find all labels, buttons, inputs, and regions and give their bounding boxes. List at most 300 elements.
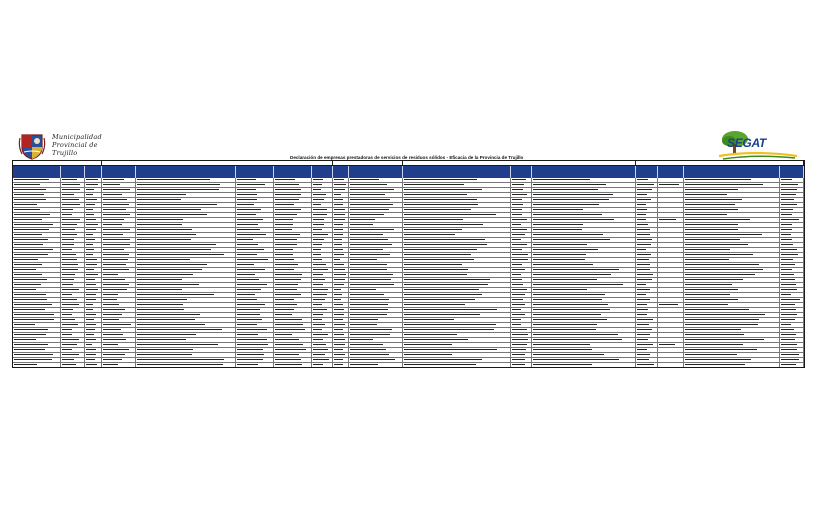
cell-text-mark [275, 254, 293, 256]
cell-text-mark [137, 329, 222, 331]
cell-text-mark [137, 289, 182, 291]
cell-text-mark [350, 209, 389, 211]
cell-text-mark [313, 249, 321, 251]
cell-text-mark [512, 304, 525, 306]
cell-text-mark [637, 209, 647, 211]
cell-text-mark [237, 269, 265, 271]
municipality-line-1: Municipalidad [52, 133, 102, 141]
cell-text-mark [637, 264, 650, 266]
cell-text-mark [350, 269, 387, 271]
cell-text-mark [275, 239, 297, 241]
cell-text-mark [334, 299, 341, 301]
table-cell [804, 263, 805, 268]
cell-text-mark [14, 199, 46, 201]
cell-text-mark [137, 339, 186, 341]
cell-text-mark [404, 284, 488, 286]
cell-text-mark [781, 204, 797, 206]
cell-text-mark [14, 239, 48, 241]
cell-text-mark [334, 349, 343, 351]
cell-text-mark [86, 224, 98, 226]
cell-text-mark [313, 284, 323, 286]
column-header[interactable] [532, 166, 636, 178]
cell-text-mark [14, 334, 46, 336]
cell-text-mark [334, 209, 345, 211]
table-cell [13, 363, 61, 368]
column-header[interactable] [636, 166, 658, 178]
cell-text-mark [86, 314, 96, 316]
cell-text-mark [62, 179, 77, 181]
cell-text-mark [404, 224, 483, 226]
cell-text-mark [103, 279, 125, 281]
cell-text-mark [685, 284, 732, 286]
cell-text-mark [512, 299, 523, 301]
cell-text-mark [137, 359, 224, 361]
cell-text-mark [404, 274, 467, 276]
cell-text-mark [62, 329, 72, 331]
column-header[interactable] [780, 166, 804, 178]
cell-text-mark [512, 184, 524, 186]
cell-text-mark [781, 179, 792, 181]
cell-text-mark [14, 264, 42, 266]
column-header[interactable] [312, 166, 333, 178]
cell-text-mark [685, 214, 727, 216]
table-cell [102, 363, 136, 368]
cell-text-mark [512, 274, 521, 276]
cell-text-mark [781, 214, 792, 216]
table-cell [804, 198, 805, 203]
cell-text-mark [62, 229, 75, 231]
cell-text-mark [137, 224, 182, 226]
cell-text-mark [62, 309, 73, 311]
cell-text-mark [533, 354, 604, 356]
table-cell [804, 333, 805, 338]
cell-text-mark [62, 189, 80, 191]
cell-text-mark [512, 214, 522, 216]
cell-text-mark [350, 314, 387, 316]
cell-text-mark [637, 279, 652, 281]
cell-text-mark [137, 219, 183, 221]
column-header[interactable] [658, 166, 684, 178]
table-cell [804, 238, 805, 243]
cell-text-mark [350, 239, 388, 241]
cell-text-mark [781, 279, 795, 281]
cell-text-mark [103, 229, 130, 231]
table-cell [804, 178, 805, 183]
cell-text-mark [350, 194, 385, 196]
cell-text-mark [350, 184, 387, 186]
cell-text-mark [404, 259, 474, 261]
cell-text-mark [86, 349, 96, 351]
cell-text-mark [512, 284, 523, 286]
cell-text-mark [781, 304, 795, 306]
table-header-row [13, 166, 804, 178]
cell-text-mark [685, 274, 755, 276]
column-header[interactable] [61, 166, 85, 178]
cell-text-mark [512, 314, 525, 316]
cell-text-mark [237, 244, 258, 246]
cell-text-mark [404, 329, 494, 331]
cell-text-mark [137, 179, 210, 181]
cell-text-mark [404, 294, 482, 296]
cell-text-mark [137, 229, 192, 231]
cell-text-mark [275, 364, 302, 366]
cell-text-mark [334, 284, 344, 286]
cell-text-mark [334, 354, 345, 356]
cell-text-mark [137, 304, 183, 306]
cell-text-mark [62, 334, 72, 336]
cell-text-mark [137, 234, 196, 236]
column-header[interactable] [804, 166, 805, 178]
cell-text-mark [685, 224, 738, 226]
column-header[interactable] [102, 166, 136, 178]
cell-text-mark [659, 219, 676, 221]
cell-text-mark [86, 289, 98, 291]
cell-text-mark [334, 339, 345, 341]
cell-text-mark [14, 309, 45, 311]
cell-text-mark [637, 324, 649, 326]
column-header[interactable] [85, 166, 102, 178]
cell-text-mark [103, 324, 131, 326]
cell-text-mark [685, 264, 759, 266]
municipality-line-2: Provincial de [52, 141, 98, 149]
cell-text-mark [275, 244, 297, 246]
cell-text-mark [275, 189, 301, 191]
cell-text-mark [404, 324, 496, 326]
cell-text-mark [237, 329, 267, 331]
cell-text-mark [637, 199, 651, 201]
cell-text-mark [334, 289, 341, 291]
cell-text-mark [62, 284, 73, 286]
cell-text-mark [512, 244, 527, 246]
cell-text-mark [62, 354, 79, 356]
cell-text-mark [404, 349, 497, 351]
cell-text-mark [14, 194, 44, 196]
cell-text-mark [313, 289, 328, 291]
cell-text-mark [685, 324, 758, 326]
cell-text-mark [14, 354, 53, 356]
cell-text-mark [334, 309, 344, 311]
cell-text-mark [781, 344, 797, 346]
cell-text-mark [14, 254, 48, 256]
cell-text-mark [781, 194, 796, 196]
cell-text-mark [86, 204, 95, 206]
cell-text-mark [103, 199, 127, 201]
cell-text-mark [404, 364, 476, 366]
cell-text-mark [237, 354, 264, 356]
cell-text-mark [103, 254, 129, 256]
cell-text-mark [313, 324, 325, 326]
cell-text-mark [14, 224, 53, 226]
cell-text-mark [14, 314, 54, 316]
cell-text-mark [350, 249, 383, 251]
cell-text-mark [137, 244, 216, 246]
cell-text-mark [350, 304, 388, 306]
cell-text-mark [334, 234, 343, 236]
cell-text-mark [14, 219, 42, 221]
cell-text-mark [781, 254, 798, 256]
cell-text-mark [685, 294, 730, 296]
cell-text-mark [14, 184, 40, 186]
cell-text-mark [103, 234, 123, 236]
cell-text-mark [86, 269, 94, 271]
cell-text-mark [103, 304, 119, 306]
cell-text-mark [86, 299, 96, 301]
cell-text-mark [334, 204, 343, 206]
cell-text-mark [533, 224, 583, 226]
cell-text-mark [86, 334, 94, 336]
cell-text-mark [533, 329, 596, 331]
cell-text-mark [103, 344, 118, 346]
cell-text-mark [275, 214, 297, 216]
cell-text-mark [86, 274, 98, 276]
cell-text-mark [137, 314, 200, 316]
cell-text-mark [62, 289, 79, 291]
table-cell [804, 348, 805, 353]
cell-text-mark [14, 269, 36, 271]
cell-text-mark [14, 319, 54, 321]
cell-text-mark [533, 179, 590, 181]
cell-text-mark [350, 284, 394, 286]
table-cell [511, 363, 532, 368]
cell-text-mark [512, 279, 522, 281]
column-header[interactable] [333, 166, 349, 178]
cell-text-mark [533, 274, 611, 276]
cell-text-mark [685, 244, 748, 246]
cell-text-mark [237, 334, 258, 336]
cell-text-mark [137, 279, 182, 281]
municipality-line-3: Trujillo [52, 149, 78, 157]
cell-text-mark [313, 179, 323, 181]
cell-text-mark [334, 269, 345, 271]
cell-text-mark [781, 224, 792, 226]
cell-text-mark [275, 309, 294, 311]
cell-text-mark [334, 214, 345, 216]
cell-text-mark [334, 179, 344, 181]
cell-text-mark [62, 194, 74, 196]
column-header[interactable] [236, 166, 274, 178]
cell-text-mark [404, 269, 468, 271]
cell-text-mark [334, 194, 341, 196]
cell-text-mark [781, 209, 793, 211]
cell-text-mark [781, 219, 799, 221]
cell-text-mark [237, 319, 262, 321]
cell-text-mark [313, 269, 328, 271]
segat-logo [715, 130, 800, 160]
cell-text-mark [14, 284, 41, 286]
cell-text-mark [237, 299, 257, 301]
cell-text-mark [86, 189, 94, 191]
cell-text-mark [237, 294, 255, 296]
cell-text-mark [512, 179, 526, 181]
cell-text-mark [14, 329, 48, 331]
cell-text-mark [533, 319, 607, 321]
cell-text-mark [137, 269, 202, 271]
table-cell [136, 363, 236, 368]
cell-text-mark [334, 279, 345, 281]
cell-text-mark [637, 329, 652, 331]
cell-text-mark [685, 259, 729, 261]
table-cell [312, 363, 333, 368]
column-header[interactable] [349, 166, 403, 178]
table-cell [804, 303, 805, 308]
cell-text-mark [533, 364, 592, 366]
cell-text-mark [781, 309, 796, 311]
data-table [12, 160, 805, 368]
cell-text-mark [62, 224, 77, 226]
cell-text-mark [334, 224, 343, 226]
cell-text-mark [350, 329, 392, 331]
cell-text-mark [14, 364, 37, 366]
table-cell [804, 363, 805, 368]
cell-text-mark [275, 354, 299, 356]
cell-text-mark [350, 274, 393, 276]
cell-text-mark [137, 354, 192, 356]
cell-text-mark [334, 329, 343, 331]
table-cell [780, 363, 804, 368]
cell-text-mark [275, 219, 293, 221]
cell-text-mark [350, 289, 376, 291]
cell-text-mark [86, 254, 93, 256]
cell-text-mark [103, 319, 119, 321]
table-cell [804, 233, 805, 238]
cell-text-mark [533, 219, 614, 221]
cell-text-mark [334, 239, 342, 241]
cell-text-mark [103, 339, 126, 341]
cell-text-mark [334, 334, 344, 336]
cell-text-mark [334, 259, 340, 261]
cell-text-mark [685, 329, 741, 331]
column-header[interactable] [136, 166, 236, 178]
cell-text-mark [404, 184, 464, 186]
cell-text-mark [685, 204, 735, 206]
cell-text-mark [533, 204, 599, 206]
cell-text-mark [781, 299, 800, 301]
cell-text-mark [404, 199, 477, 201]
cell-text-mark [86, 244, 93, 246]
cell-text-mark [237, 289, 261, 291]
table-cell [804, 288, 805, 293]
cell-text-mark [14, 279, 47, 281]
cell-text-mark [533, 334, 618, 336]
cell-text-mark [237, 239, 253, 241]
cell-text-mark [533, 229, 582, 231]
cell-text-mark [237, 229, 260, 231]
column-header[interactable] [511, 166, 532, 178]
table-cell [804, 253, 805, 258]
cell-text-mark [685, 319, 759, 321]
cell-text-mark [137, 344, 218, 346]
cell-text-mark [533, 279, 597, 281]
cell-text-mark [637, 314, 647, 316]
cell-text-mark [86, 229, 96, 231]
cell-text-mark [512, 344, 527, 346]
cell-text-mark [103, 264, 126, 266]
cell-text-mark [275, 349, 306, 351]
cell-text-mark [404, 179, 477, 181]
cell-text-mark [313, 209, 327, 211]
cell-text-mark [86, 284, 96, 286]
cell-text-mark [14, 344, 48, 346]
cell-text-mark [237, 189, 256, 191]
cell-text-mark [512, 359, 525, 361]
cell-text-mark [237, 234, 266, 236]
cell-text-mark [62, 184, 80, 186]
cell-text-mark [334, 229, 343, 231]
cell-text-mark [275, 359, 301, 361]
cell-text-mark [334, 244, 342, 246]
cell-text-mark [103, 244, 130, 246]
cell-text-mark [103, 274, 118, 276]
cell-text-mark [512, 254, 528, 256]
cell-text-mark [512, 309, 521, 311]
cell-text-mark [512, 354, 525, 356]
cell-text-mark [637, 234, 650, 236]
cell-text-mark [275, 319, 302, 321]
cell-text-mark [533, 324, 597, 326]
cell-text-mark [685, 229, 738, 231]
cell-text-mark [237, 249, 264, 251]
column-header[interactable] [13, 166, 61, 178]
table-row[interactable] [13, 363, 804, 368]
cell-text-mark [533, 299, 602, 301]
cell-text-mark [103, 179, 124, 181]
cell-text-mark [685, 364, 745, 366]
cell-text-mark [103, 219, 124, 221]
cell-text-mark [404, 264, 462, 266]
table-cell [61, 363, 85, 368]
cell-text-mark [512, 219, 527, 221]
cell-text-mark [103, 249, 124, 251]
cell-text-mark [237, 219, 263, 221]
cell-text-mark [14, 249, 53, 251]
cell-text-mark [137, 254, 224, 256]
cell-text-mark [103, 349, 129, 351]
cell-text-mark [14, 324, 35, 326]
cell-text-mark [103, 239, 130, 241]
column-header[interactable] [274, 166, 312, 178]
cell-text-mark [637, 284, 646, 286]
table-cell [804, 293, 805, 298]
cell-text-mark [275, 294, 301, 296]
cell-text-mark [685, 279, 743, 281]
cell-text-mark [350, 339, 373, 341]
column-header[interactable] [403, 166, 511, 178]
table-cell [804, 218, 805, 223]
cell-text-mark [533, 314, 601, 316]
cell-text-mark [103, 329, 121, 331]
cell-text-mark [350, 354, 389, 356]
cell-text-mark [334, 184, 346, 186]
cell-text-mark [512, 349, 526, 351]
cell-text-mark [313, 364, 323, 366]
table-cell [658, 363, 684, 368]
cell-text-mark [137, 309, 184, 311]
cell-text-mark [637, 254, 651, 256]
cell-text-mark [637, 334, 650, 336]
cell-text-mark [404, 339, 468, 341]
cell-text-mark [62, 244, 74, 246]
cell-text-mark [275, 324, 303, 326]
cell-text-mark [350, 229, 394, 231]
cell-text-mark [533, 294, 605, 296]
column-header[interactable] [684, 166, 780, 178]
cell-text-mark [512, 209, 522, 211]
cell-text-mark [404, 194, 467, 196]
cell-text-mark [86, 219, 96, 221]
cell-text-mark [781, 284, 796, 286]
cell-text-mark [350, 219, 375, 221]
cell-text-mark [14, 209, 40, 211]
